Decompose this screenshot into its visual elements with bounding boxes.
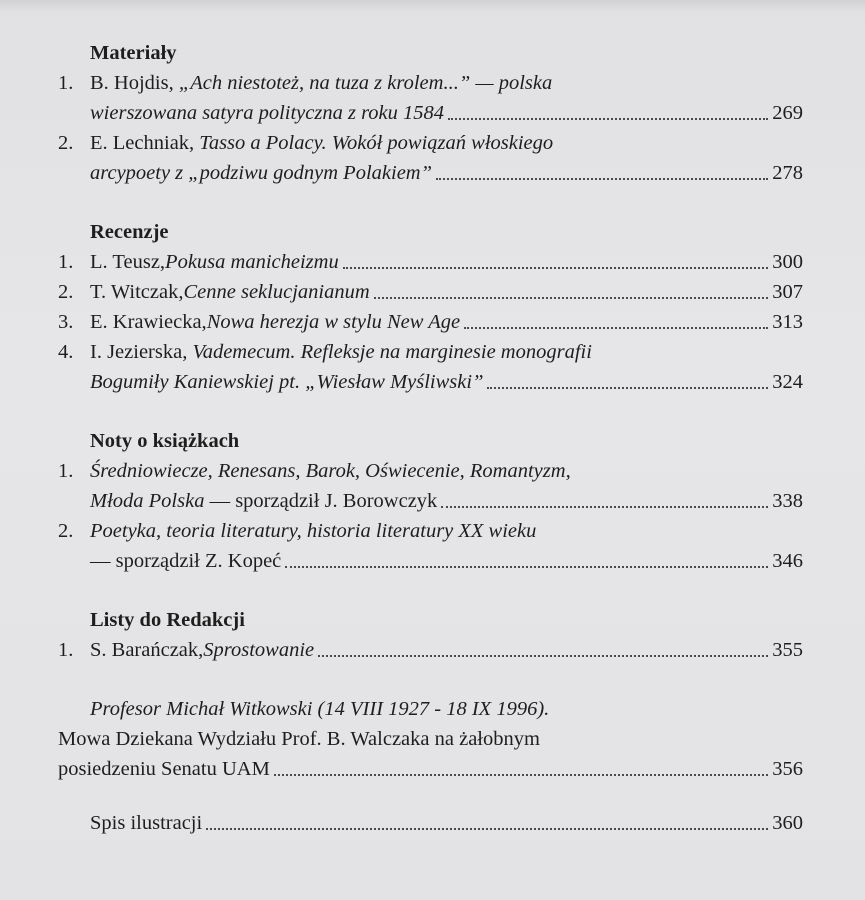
toc-entry[interactable] bbox=[58, 128, 803, 188]
entry-title: Średniowiecze, Renesans, Barok, Oświecenie, Romantyzm, bbox=[90, 460, 571, 482]
page-number: 278 bbox=[772, 162, 803, 184]
page-number: 300 bbox=[772, 251, 803, 273]
memorial-heading: Profesor Michał Witkowski (14 VIII 1927 - 18 IX 1996). bbox=[90, 698, 550, 720]
entry-author: E. Lechniak, bbox=[90, 132, 200, 154]
page-number: 360 bbox=[772, 812, 803, 834]
entry-title-cont: Młoda Polska bbox=[90, 490, 205, 512]
dot-leader bbox=[487, 386, 768, 389]
section-recenzje bbox=[58, 217, 803, 397]
entry-credit: — sporządził Z. Kopeć bbox=[90, 550, 282, 572]
dot-leader bbox=[441, 505, 768, 508]
page-number: 338 bbox=[772, 490, 803, 512]
section-materialy bbox=[58, 38, 803, 188]
memorial-line: Mowa Dziekana Wydziału Prof. B. Walczaka na żałobnym bbox=[58, 728, 540, 750]
page-number: 313 bbox=[772, 311, 803, 333]
dot-leader bbox=[274, 773, 768, 776]
illustrations-entry[interactable] bbox=[58, 808, 803, 838]
entry-title: Cenne seklucjanianum bbox=[183, 281, 370, 303]
entry-author: S. Barańczak, bbox=[90, 639, 204, 661]
entry-title-cont: Bogumiły Kaniewskiej pt. „Wiesław Myśliwski” bbox=[90, 371, 484, 393]
entry-author: T. Witczak, bbox=[90, 281, 184, 303]
dot-leader bbox=[374, 296, 769, 299]
entry-number: 2. bbox=[58, 132, 74, 154]
entry-number: 1. bbox=[58, 251, 74, 273]
dot-leader bbox=[464, 326, 768, 329]
dot-leader bbox=[318, 654, 768, 657]
dot-leader bbox=[285, 565, 768, 568]
section-noty bbox=[58, 426, 803, 576]
entry-number: 2. bbox=[58, 520, 74, 542]
entry-author: B. Hojdis, bbox=[90, 72, 179, 94]
entry-title: Pokusa manicheizmu bbox=[165, 251, 339, 273]
entry-number: 1. bbox=[58, 639, 74, 661]
entry-title: Tasso a Polacy. Wokół powiązań włoskiego bbox=[199, 132, 554, 154]
entry-credit: — sporządził J. Borowczyk bbox=[204, 490, 438, 512]
entry-author: E. Krawiecka, bbox=[90, 311, 207, 333]
entry-title: Poetyka, teoria literatury, historia literatury XX wieku bbox=[90, 520, 537, 542]
toc-entry[interactable] bbox=[58, 516, 803, 576]
toc-entry[interactable] bbox=[58, 277, 803, 307]
toc-entry[interactable] bbox=[58, 456, 803, 516]
section-title: Noty o książkach bbox=[90, 430, 240, 452]
memorial-entry[interactable] bbox=[58, 694, 803, 784]
table-of-contents bbox=[58, 38, 803, 838]
dot-leader bbox=[343, 266, 769, 269]
page-top-edge bbox=[0, 0, 865, 12]
toc-entry[interactable] bbox=[58, 337, 803, 397]
entry-title: Sprostowanie bbox=[203, 639, 315, 661]
entry-title: Nowa herezja w stylu New Age bbox=[206, 311, 461, 333]
dot-leader bbox=[448, 117, 768, 120]
page-number: 307 bbox=[772, 281, 803, 303]
entry-title: Vademecum. Refleksje na marginesie monografii bbox=[192, 341, 592, 363]
dot-leader bbox=[436, 177, 768, 180]
toc-entry[interactable] bbox=[58, 307, 803, 337]
toc-entry[interactable] bbox=[58, 68, 803, 128]
entry-author: I. Jezierska, bbox=[90, 341, 193, 363]
entry-title-cont: wierszowana satyra polityczna z roku 1584 bbox=[90, 102, 445, 124]
entry-number: 1. bbox=[58, 72, 74, 94]
entry-title: „Ach niestoteż, na tuza z krolem...” — polska bbox=[178, 72, 553, 94]
page-number: 356 bbox=[772, 758, 803, 780]
toc-entry[interactable] bbox=[58, 247, 803, 277]
section-listy bbox=[58, 605, 803, 665]
section-title: Materiały bbox=[90, 42, 177, 64]
page-number: 269 bbox=[772, 102, 803, 124]
entry-title-cont: arcypoety z „podziwu godnym Polakiem” bbox=[90, 162, 433, 184]
section-title: Recenzje bbox=[90, 221, 169, 243]
page-number: 355 bbox=[772, 639, 803, 661]
entry-number: 3. bbox=[58, 311, 74, 333]
illustrations-label: Spis ilustracji bbox=[90, 812, 203, 834]
page-number: 324 bbox=[772, 371, 803, 393]
toc-entry[interactable] bbox=[58, 635, 803, 665]
dot-leader bbox=[206, 827, 768, 830]
entry-author: L. Teusz, bbox=[90, 251, 166, 273]
memorial-line-last: posiedzeniu Senatu UAM bbox=[58, 758, 270, 780]
page-number: 346 bbox=[772, 550, 803, 572]
entry-number: 4. bbox=[58, 341, 74, 363]
entry-number: 1. bbox=[58, 460, 74, 482]
entry-number: 2. bbox=[58, 281, 74, 303]
section-title: Listy do Redakcji bbox=[90, 609, 245, 631]
